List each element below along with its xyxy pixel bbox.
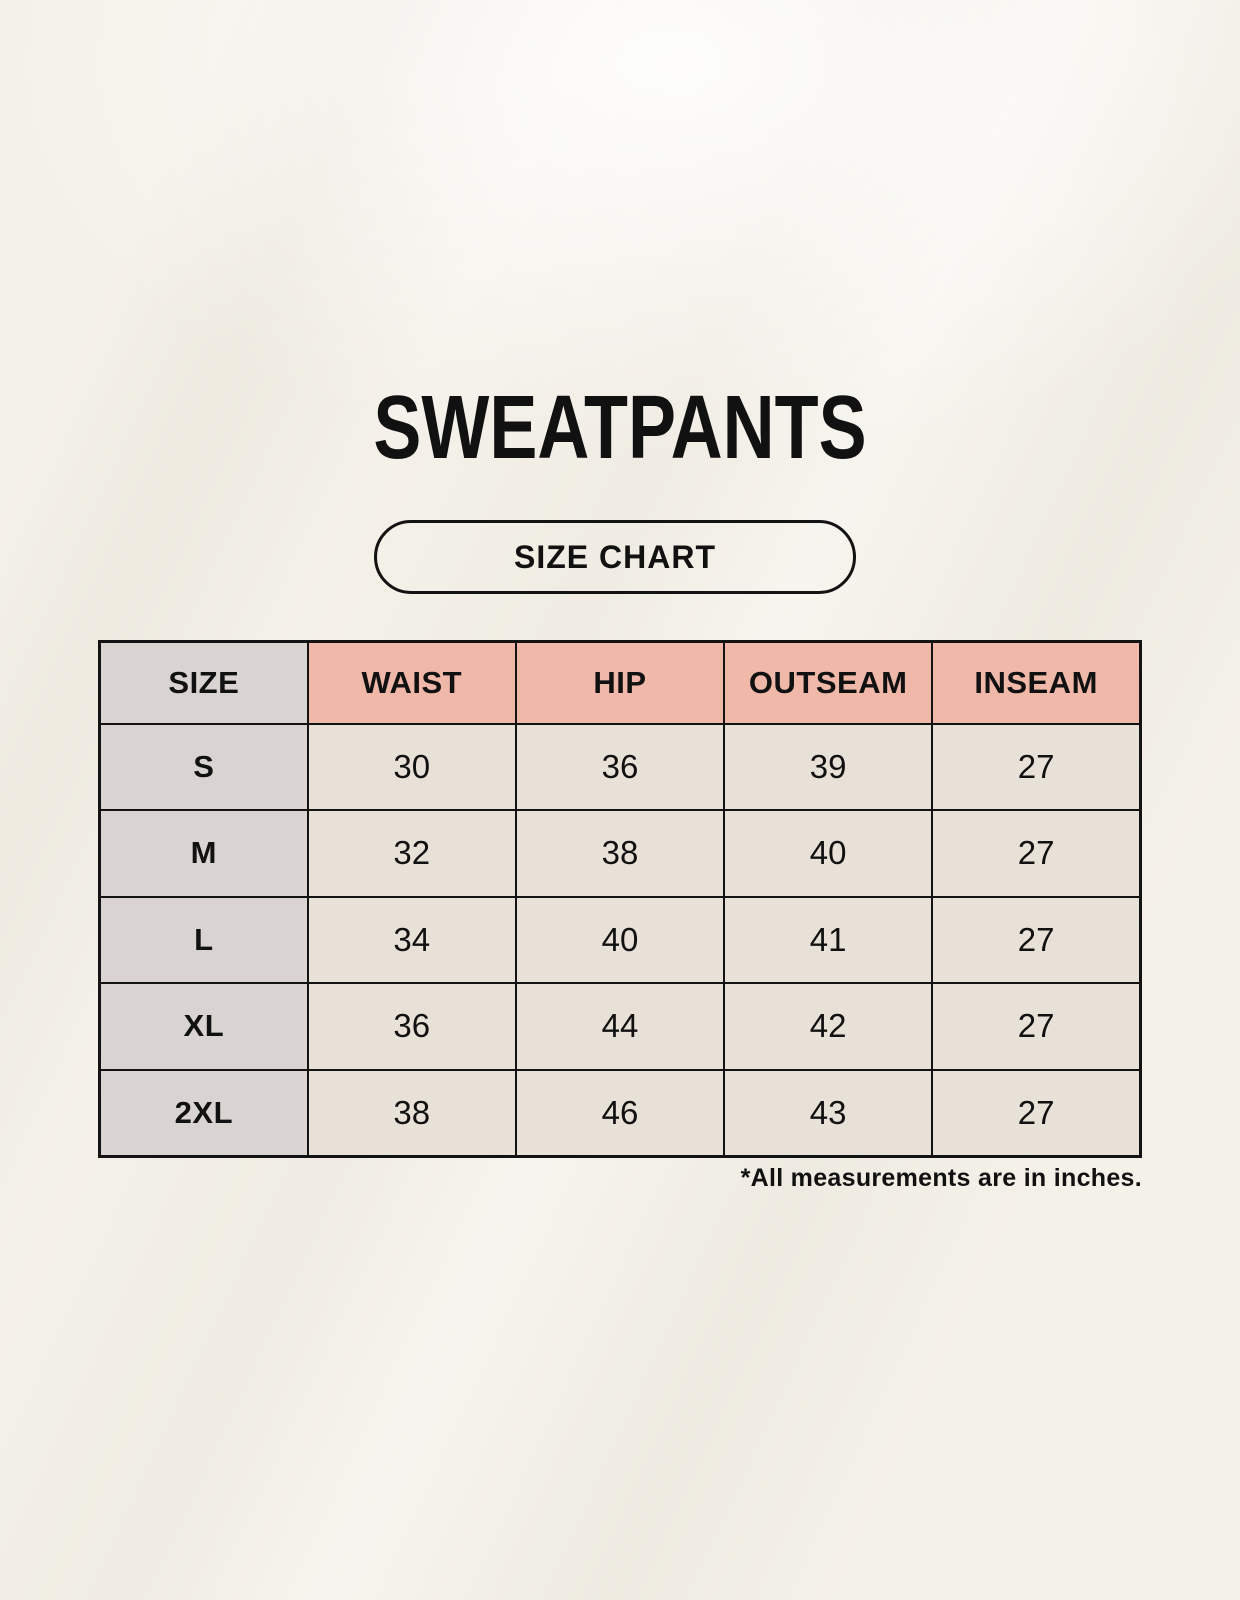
- measurement-cell: 38: [516, 810, 724, 897]
- measurement-cell: 39: [724, 724, 932, 811]
- table-body: [100, 724, 1141, 1157]
- measurement-cell: 46: [516, 1070, 724, 1157]
- size-cell: 2XL: [100, 1070, 308, 1157]
- table-header: [100, 642, 1141, 724]
- column-header-outseam: OUTSEAM: [724, 642, 932, 724]
- measurement-cell: 44: [516, 983, 724, 1070]
- measurement-cell: 41: [724, 897, 932, 984]
- size-chart-badge-label: SIZE CHART: [514, 538, 716, 575]
- size-chart-table: [98, 640, 1142, 1158]
- measurement-cell: 32: [308, 810, 516, 897]
- column-header-hip: HIP: [516, 642, 724, 724]
- measurement-cell: 42: [724, 983, 932, 1070]
- measurement-cell: 30: [308, 724, 516, 811]
- size-chart-badge: [374, 520, 856, 594]
- column-header-size: SIZE: [100, 642, 308, 724]
- measurement-cell: 36: [516, 724, 724, 811]
- measurements-footnote: *All measurements are in inches.: [740, 1164, 1142, 1192]
- measurement-cell: 27: [932, 897, 1140, 984]
- measurement-cell: 27: [932, 724, 1140, 811]
- measurement-cell: 40: [724, 810, 932, 897]
- table-row: [100, 897, 1141, 984]
- column-header-waist: WAIST: [308, 642, 516, 724]
- measurement-cell: 40: [516, 897, 724, 984]
- measurement-cell: 27: [932, 810, 1140, 897]
- size-cell: M: [100, 810, 308, 897]
- measurement-cell: 27: [932, 983, 1140, 1070]
- table-row: [100, 983, 1141, 1070]
- size-cell: S: [100, 724, 308, 811]
- size-cell: L: [100, 897, 308, 984]
- column-header-inseam: INSEAM: [932, 642, 1140, 724]
- table-row: [100, 724, 1141, 811]
- measurement-cell: 43: [724, 1070, 932, 1157]
- table-row: [100, 1070, 1141, 1157]
- size-cell: XL: [100, 983, 308, 1070]
- table-row: [100, 810, 1141, 897]
- measurement-cell: 34: [308, 897, 516, 984]
- measurement-cell: 27: [932, 1070, 1140, 1157]
- measurement-cell: 38: [308, 1070, 516, 1157]
- measurement-cell: 36: [308, 983, 516, 1070]
- table-header-row: [100, 642, 1141, 724]
- page-title: SWEATPANTS: [373, 378, 867, 478]
